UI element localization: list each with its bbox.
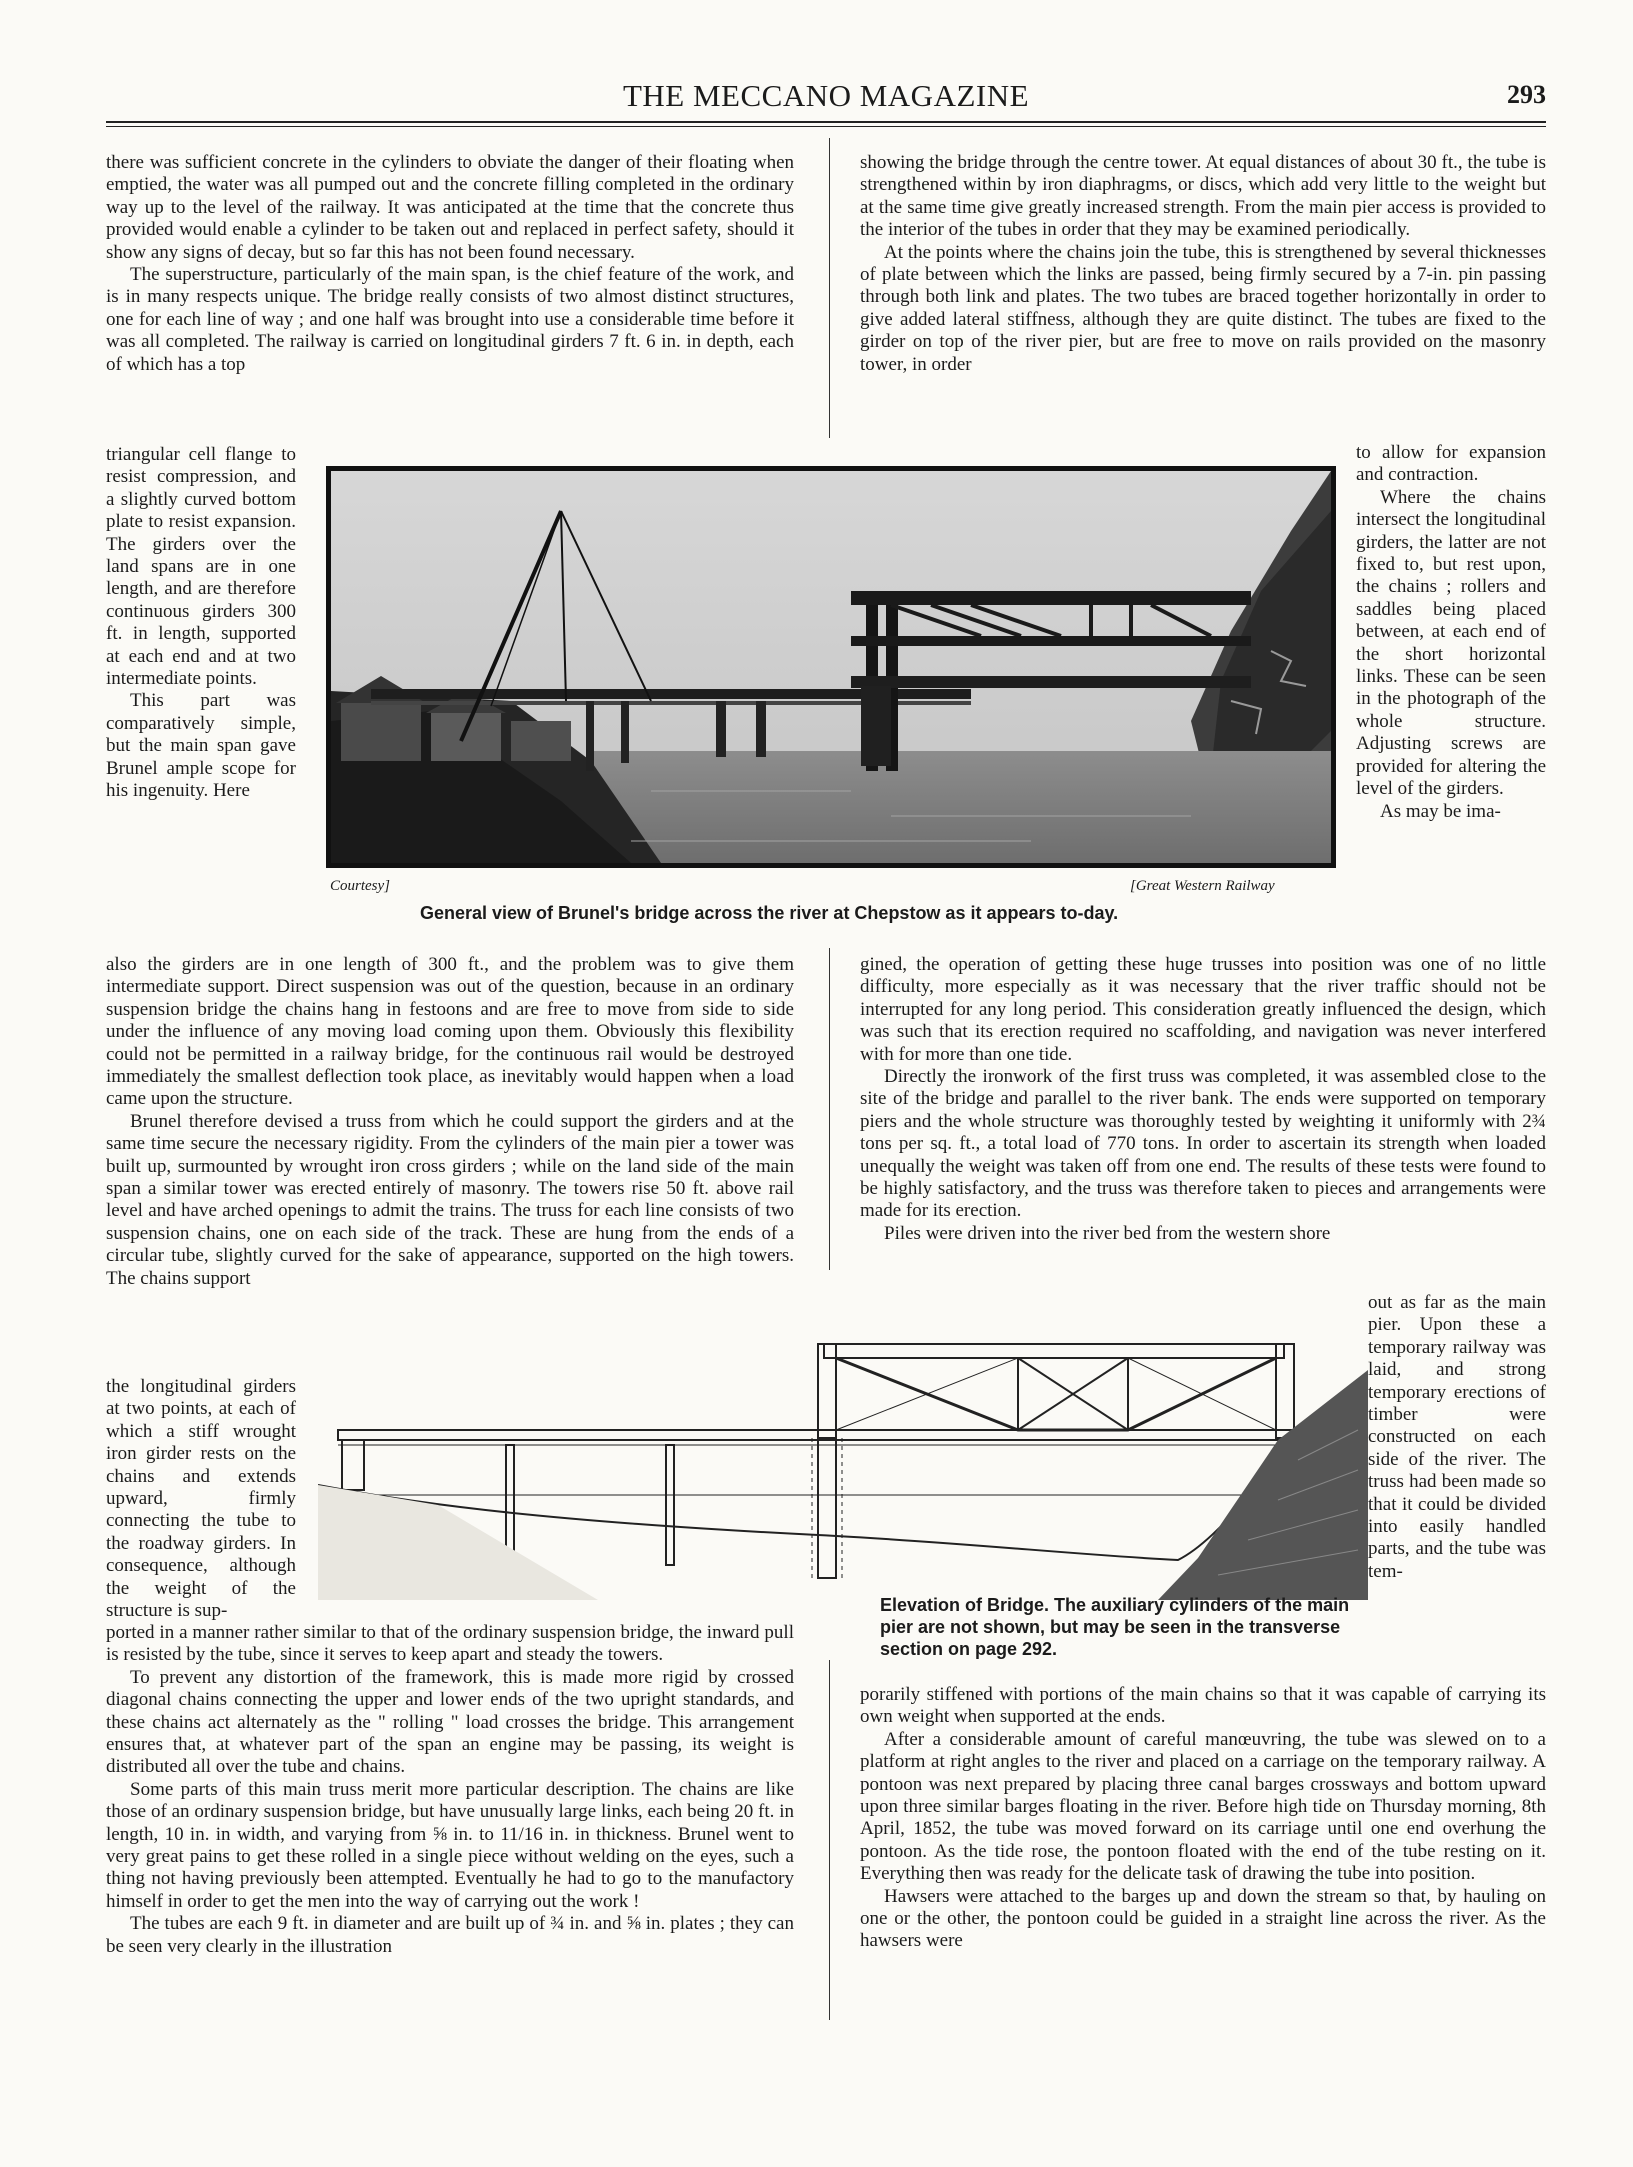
left-column-narrow <box>106 444 296 954</box>
column-divider-middle <box>829 948 830 1270</box>
paragraph: Where the chains intersect the longitudinal girders, the latter are not fixed to, but rest upon, the chains ; rollers and saddles being placed between, at each end of the short horizontal links. These can be seen in the photograph of the whole structure. Adjusting screws are provided for altering the level of the girders. <box>1356 486 1546 800</box>
header-rule-thin <box>106 126 1546 127</box>
paragraph: to allow for expansion and contraction. <box>1356 442 1546 486</box>
paragraph: triangular cell flange to resist compression, and a slightly curved bottom plate to resist expansion. The girders over the land spans are in one length, and are therefore continuous girders 300 ft. in length, supported at each end and at two intermediate points. <box>106 444 296 690</box>
right-column-bottom <box>860 1684 1546 2067</box>
page-number: 293 <box>1507 80 1546 109</box>
paragraph: After a considerable amount of careful manœuvring, the tube was slewed on to a platform at right angles to the river and placed on a carriage on the temporary railway. A pontoon was next prepared by placing three canal barges crossways and bottom upward upon three similar barges floating in the river. Before high tide on Thursday morning, 8th April, 1852, the tube was moved forward on its carriage until one end overhung the pontoon. As the tide rose, the pontoon floated with the end of the tube resting on it. Everything then was ready for the delicate task of drawing the tube into position. <box>860 1728 1546 1885</box>
paragraph: To prevent any distortion of the framework, this is made more rigid by crossed diagonal chains connecting the upper and lower ends of the two upright standards, and these chains act alternately as the " rolling " load crosses the bridge. This arrangement ensures that, at whatever part of the span an engine may be passing, its weight is distributed all over the tube and chains. <box>106 1666 794 1778</box>
paragraph: also the girders are in one length of 300 ft., and the problem was to give them intermediate support. Direct suspension was out of the question, because in an ordinary suspension bridge the chains hang in festoons and are free to move from side to side under the influence of any moving load coming upon them. Obviously this flexibility could not be permitted in a railway bridge, for the continuous rail would be destroyed immediately the smallest deflection took place, as inevitably would happen when a load came upon the structure. <box>106 954 794 1110</box>
paragraph: porarily stiffened with portions of the main chains so that it was capable of carrying its own weight when supported at the ends. <box>860 1684 1546 1728</box>
column-divider-bottom <box>829 1660 830 2020</box>
left-column-top <box>106 152 794 444</box>
photo-credit-left: Courtesy] <box>330 878 390 894</box>
paragraph: ported in a manner rather similar to that of the ordinary suspension bridge, the inward pull is resisted by the tube, since it serves to keep apart and steady the towers. <box>106 1622 794 1666</box>
paragraph: Some parts of this main truss merit more particular description. The chains are like those of an ordinary suspension bridge, but have unusually large links, each being 20 ft. in length, 10 in. in width, and varying from ⅝ in. to 11/16 in. in thickness. Brunel went to very great pains to get these rolled in a single piece without welding on the eyes, such a thing not having previously been attempted. Eventually he had to go to the manufactory himself in order to get the men into the way of carrying out the work ! <box>106 1778 794 1912</box>
paragraph: showing the bridge through the centre tower. At equal distances of about 30 ft., the tube is strengthened within by iron diaphragms, or discs, which add very little to the weight but at the same time give greatly increased strength. From the main pier access is provided to the interior of the tubes in order that they may be examined periodically. <box>860 152 1546 241</box>
paragraph: Directly the ironwork of the first truss was completed, it was assembled close to the site of the bridge and parallel to the river bank. The ends were supported on temporary piers and the whole structure was thoroughly tested by weighting it uniformly with 2¾ tons per sq. ft., a total load of 770 tons. In order to ascertain its strength when loaded unequally the weight was taken off from one end. The results of these tests were found to be highly satisfactory, and the truss was therefore taken to pieces and arrangements were made for its erection. <box>860 1066 1546 1222</box>
paragraph: the longitudinal girders at two points, at each of which a stiff wrought iron girder rests on the chains and extends upward, firmly connecting the tube to the roadway girders. In consequence, although the weight of the structure is sup- <box>106 1376 296 1620</box>
photo-caption: General view of Brunel's bridge across the river at Chepstow as it appears to-day. <box>420 903 1119 923</box>
photo-credit-right: [Great Western Railway <box>1130 878 1275 894</box>
left-column-middle <box>106 954 794 1376</box>
elevation-caption: Elevation of Bridge. The auxiliary cylinders of the main pier are not shown, but may be seen in the transverse section on page 292. <box>880 1595 1350 1659</box>
paragraph: Piles were driven into the river bed from the western shore <box>884 1222 1331 1244</box>
paragraph: gined, the operation of getting these huge trusses into position was one of no little difficulty, more especially as it was necessary that the river traffic should not be interrupted for any long period. This consideration greatly influenced the design, which was such that its erection required no scaffolding, and navigation was never interfered with for more than one tide. <box>860 954 1546 1065</box>
paragraph: The tubes are each 9 ft. in diameter and are built up of ¾ in. and ⅝ in. plates ; they can be seen very clearly in the illustration <box>106 1913 794 1957</box>
left-column-narrow-lower <box>106 1376 296 1620</box>
paragraph: This part was comparatively simple, but the main span gave Brunel ample scope for his ingenuity. Here <box>106 690 296 802</box>
paragraph: As may be ima- <box>1380 800 1501 822</box>
bridge-elevation-drawing <box>318 1330 1368 1600</box>
right-column-narrow <box>1356 442 1546 954</box>
paragraph: there was sufficient concrete in the cylinders to obviate the danger of their floating when emptied, the water was all pumped out and the concrete filling completed in the ordinary way up to the level of the railway. It was anticipated at the time that the concrete thus provided would enable a cylinder to be taken out and replaced in perfect safety, should it show any signs of decay, but so far this has not been found necessary. <box>106 152 794 263</box>
header-rule <box>106 121 1546 123</box>
column-divider-top <box>829 138 830 438</box>
bridge-photo-illustration <box>331 471 1331 863</box>
right-column-narrow-lower <box>1368 1292 1546 1684</box>
magazine-title: THE MECCANO MAGAZINE <box>622 78 1030 113</box>
left-column-bottom <box>106 1622 794 2067</box>
bridge-photograph <box>326 466 1336 868</box>
paragraph: Brunel therefore devised a truss from which he could support the girders and at the same time secure the necessary rigidity. From the cylinders of the main pier a tower was built up, surmounted by wrought iron cross girders ; while on the land side of the main span a similar tower was erected entirely of masonry. The towers rise 50 ft. above rail level and have arched openings to admit the trains. The truss for each line consists of two suspension chains, one on each side of the track. These are hung from the ends of a circular tube, slightly curved for the sake of appearance, supported on the high towers. The chains support <box>106 1110 794 1289</box>
page-header <box>106 74 1546 120</box>
elevation-illustration <box>318 1330 1368 1600</box>
right-column-middle <box>860 954 1546 1292</box>
paragraph: out as far as the main pier. Upon these a temporary railway was laid, and strong temporary erections of timber were constructed on each side of the river. The truss had been made so that it could be divided into easily handled parts, and the tube was tem- <box>1368 1292 1546 1582</box>
paragraph: Hawsers were attached to the barges up and down the stream so that, by hauling on one or the other, the pontoon could be guided in a straight line across the river. As the hawsers were <box>860 1885 1546 1952</box>
paragraph: At the points where the chains join the tube, this is strengthened by several thicknesses of plate between which the links are passed, being firmly secured by a 7-in. pin passing through both link and plates. The two tubes are braced together horizontally in order to give added lateral stiffness, although they are quite distinct. The tubes are fixed to the girder on top of the river pier, but are free to move on rails provided on the masonry tower, in order <box>860 241 1546 375</box>
right-column-top <box>860 152 1546 442</box>
paragraph: The superstructure, particularly of the main span, is the chief feature of the work, and is in many respects unique. The bridge really consists of two almost distinct structures, one for each line of way ; and one half was brought into use a considerable time before it was all completed. The railway is carried on longitudinal girders 7 ft. 6 in. in depth, each of which has a top <box>106 264 794 375</box>
